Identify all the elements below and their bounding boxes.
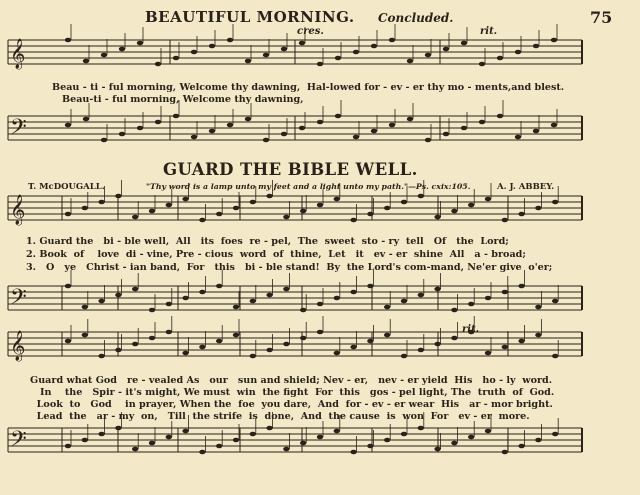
note-head — [266, 426, 272, 431]
note-head — [334, 296, 340, 301]
hymn2-composer: A. J. ABBEY. — [497, 182, 555, 192]
note-head — [367, 339, 373, 344]
hymn2-title: GUARD THE BIBLE WELL. — [163, 160, 418, 179]
note-head — [155, 62, 161, 67]
note-head — [266, 348, 272, 353]
note-head — [535, 438, 541, 443]
note-head — [317, 330, 323, 335]
page-number: 75 — [590, 8, 613, 27]
note-head — [535, 206, 541, 211]
note-head — [132, 287, 138, 292]
note-head — [182, 296, 188, 301]
note-head — [119, 132, 125, 137]
note-head — [502, 450, 508, 455]
clef-icon: 𝄢 — [10, 285, 27, 315]
hymn1-lyric-line-1: Beau - ti - ful morning, Welcome thy dawning, Hal-lowed for - ev - er thy mo - ments,and blest. — [52, 82, 565, 93]
note-head — [479, 62, 485, 67]
note-head — [82, 305, 88, 310]
note-head — [334, 197, 340, 202]
note-head — [384, 438, 390, 443]
note-head — [300, 308, 306, 313]
note-head — [115, 426, 121, 431]
note-head — [166, 203, 172, 208]
note-head — [65, 339, 71, 344]
note-head — [551, 123, 557, 128]
note-head — [83, 117, 89, 122]
note-head — [227, 123, 233, 128]
hymn1-subtitle: Concluded. — [378, 11, 454, 25]
note-head — [334, 351, 340, 356]
note-head — [551, 38, 557, 43]
note-head — [515, 135, 521, 140]
note-head — [552, 200, 558, 205]
note-head — [434, 342, 440, 347]
note-head — [166, 302, 172, 307]
note-head — [82, 438, 88, 443]
note-head — [502, 345, 508, 350]
note-head — [461, 126, 467, 131]
note-head — [350, 290, 356, 295]
note-head — [451, 441, 457, 446]
note-head — [283, 342, 289, 347]
note-head — [353, 50, 359, 55]
note-head — [227, 38, 233, 43]
hymn2-verse-1-line-2: Guard what God re - vealed As our sun and shield; Nev - er, nev - er yield His ho - ly word. — [30, 375, 553, 386]
note-head — [317, 203, 323, 208]
note-head — [418, 348, 424, 353]
note-head — [83, 59, 89, 64]
hymn1-title: BEAUTIFUL MORNING. — [145, 8, 355, 26]
note-head — [245, 59, 251, 64]
note-head — [434, 287, 440, 292]
note-head — [233, 206, 239, 211]
note-head — [418, 293, 424, 298]
note-head — [82, 333, 88, 338]
note-head — [371, 44, 377, 49]
note-head — [485, 429, 491, 434]
hymn2-verse-3-line-2: Look to God in prayer, When the foe you dare, And for - ev - er wear His ar - mor bright. — [30, 399, 553, 410]
note-head — [434, 447, 440, 452]
note-head — [367, 444, 373, 449]
note-head — [209, 129, 215, 134]
note-head — [299, 41, 305, 46]
note-head — [350, 218, 356, 223]
note-head — [182, 197, 188, 202]
note-head — [115, 348, 121, 353]
note-head — [485, 351, 491, 356]
cres-mark: cres. — [297, 26, 324, 37]
note-head — [317, 120, 323, 125]
note-head — [418, 194, 424, 199]
hymn1-lyric-line-2: Beau-ti - ful morning, Welcome thy dawning, — [62, 94, 304, 105]
note-head — [367, 284, 373, 289]
note-head — [65, 38, 71, 43]
note-head — [245, 117, 251, 122]
note-head — [461, 41, 467, 46]
note-head — [502, 218, 508, 223]
note-head — [515, 50, 521, 55]
note-head — [173, 56, 179, 61]
hymn2-verse-2-line-2: In the Spir - it's might, We must win the fight For this gos - pel light, The truth of God. — [30, 387, 555, 398]
note-head — [350, 345, 356, 350]
note-head — [250, 432, 256, 437]
hymn2-verse-1-line-1: 1. Guard the bi - ble well, All its foes re - pel, The sweet sto - ry tell Of the Lord; — [26, 236, 509, 247]
note-head — [191, 50, 197, 55]
note-head — [216, 444, 222, 449]
note-head — [65, 444, 71, 449]
note-head — [401, 354, 407, 359]
note-head — [502, 290, 508, 295]
note-head — [199, 450, 205, 455]
note-head — [149, 441, 155, 446]
hymn2-verse-3-line-1: 3. O ye Christ - ian band, For this bi - ble stand! By the Lord's com-mand, Ne'er give o'er; — [26, 262, 553, 273]
hymn2-verse-ref: "Thy word is a lamp unto my feet and a light unto my path."—Ps. cxix:105. — [146, 182, 471, 191]
note-head — [451, 308, 457, 313]
clef-icon: 𝄢 — [10, 115, 27, 145]
note-head — [281, 47, 287, 52]
note-head — [266, 293, 272, 298]
note-head — [552, 432, 558, 437]
note-head — [384, 206, 390, 211]
note-head — [98, 354, 104, 359]
note-head — [451, 336, 457, 341]
note-head — [468, 203, 474, 208]
note-head — [132, 215, 138, 220]
note-head — [518, 339, 524, 344]
note-head — [401, 299, 407, 304]
note-head — [434, 215, 440, 220]
note-head — [149, 308, 155, 313]
note-head — [119, 47, 125, 52]
note-head — [497, 56, 503, 61]
note-head — [317, 435, 323, 440]
note-head — [216, 212, 222, 217]
note-head — [98, 432, 104, 437]
note-head — [132, 447, 138, 452]
note-head — [281, 132, 287, 137]
note-head — [182, 429, 188, 434]
note-head — [317, 62, 323, 67]
hymn2-verse-4-line-2: Lead the ar - my on, Till the strife is done, And the cause is won For ev - er more. — [30, 411, 530, 422]
rit-mark-2: rit. — [462, 324, 480, 335]
note-head — [132, 342, 138, 347]
note-head — [401, 200, 407, 205]
note-head — [173, 114, 179, 119]
note-head — [182, 351, 188, 356]
note-head — [367, 212, 373, 217]
note-head — [233, 333, 239, 338]
note-head — [425, 53, 431, 58]
note-head — [485, 197, 491, 202]
clef-icon: 𝄞 — [10, 39, 26, 69]
note-head — [250, 299, 256, 304]
note-head — [334, 429, 340, 434]
note-head — [518, 212, 524, 217]
note-head — [371, 129, 377, 134]
note-head — [115, 293, 121, 298]
note-head — [199, 218, 205, 223]
note-head — [155, 120, 161, 125]
note-head — [535, 333, 541, 338]
note-head — [149, 336, 155, 341]
note-head — [216, 284, 222, 289]
note-head — [425, 138, 431, 143]
note-head — [233, 438, 239, 443]
note-head — [443, 132, 449, 137]
note-head — [353, 135, 359, 140]
note-head — [497, 114, 503, 119]
note-head — [533, 129, 539, 134]
note-head — [101, 138, 107, 143]
note-head — [98, 299, 104, 304]
hymn2-verse-2-line-1: 2. Book of love di - vine, Pre - cious word of thine, Let it ev - er shine All a - broad; — [26, 249, 526, 260]
note-head — [149, 209, 155, 214]
note-head — [283, 215, 289, 220]
note-head — [65, 123, 71, 128]
note-head — [407, 59, 413, 64]
note-head — [552, 354, 558, 359]
note-head — [263, 138, 269, 143]
note-head — [300, 336, 306, 341]
note-head — [443, 47, 449, 52]
note-head — [199, 345, 205, 350]
note-head — [209, 44, 215, 49]
note-head — [468, 435, 474, 440]
note-head — [479, 120, 485, 125]
note-head — [299, 126, 305, 131]
note-head — [216, 339, 222, 344]
note-head — [65, 284, 71, 289]
note-head — [65, 212, 71, 217]
note-head — [250, 354, 256, 359]
note-head — [300, 209, 306, 214]
clef-icon: 𝄢 — [10, 427, 27, 457]
note-head — [166, 330, 172, 335]
note-head — [283, 447, 289, 452]
note-head — [401, 432, 407, 437]
note-head — [518, 444, 524, 449]
clef-icon: 𝄞 — [10, 331, 26, 361]
note-head — [389, 38, 395, 43]
hymn2-author: T. McDOUGALL. — [28, 182, 105, 192]
note-head — [233, 305, 239, 310]
clef-icon: 𝄞 — [10, 195, 26, 225]
note-head — [115, 194, 121, 199]
note-head — [485, 296, 491, 301]
note-head — [101, 53, 107, 58]
note-head — [250, 200, 256, 205]
note-head — [335, 114, 341, 119]
note-head — [384, 333, 390, 338]
note-head — [518, 284, 524, 289]
note-head — [300, 441, 306, 446]
note-head — [451, 209, 457, 214]
note-head — [418, 426, 424, 431]
note-head — [552, 299, 558, 304]
rit-mark-1: rit. — [480, 26, 498, 37]
note-head — [137, 41, 143, 46]
note-head — [533, 44, 539, 49]
note-head — [283, 287, 289, 292]
note-head — [389, 123, 395, 128]
note-head — [317, 302, 323, 307]
note-head — [199, 290, 205, 295]
note-head — [384, 305, 390, 310]
note-head — [335, 56, 341, 61]
note-head — [137, 126, 143, 131]
note-head — [191, 135, 197, 140]
note-head — [407, 117, 413, 122]
note-head — [535, 305, 541, 310]
note-head — [166, 435, 172, 440]
note-head — [266, 194, 272, 199]
note-head — [98, 200, 104, 205]
note-head — [350, 450, 356, 455]
note-head — [263, 53, 269, 58]
note-head — [82, 206, 88, 211]
note-head — [468, 302, 474, 307]
